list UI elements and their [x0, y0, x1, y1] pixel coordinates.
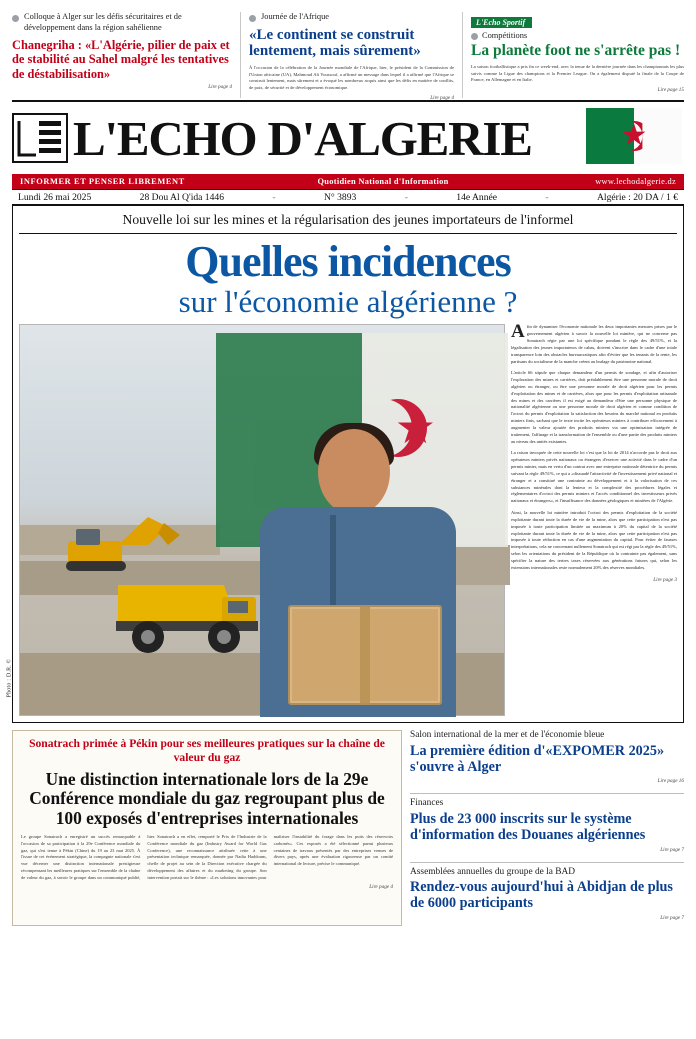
price: Algérie : 20 DA / 1 € [596, 191, 678, 203]
teaser-item-2[interactable] [240, 12, 462, 101]
list-item[interactable] [410, 730, 684, 789]
sonatrach-page-ref: Lire page 4 [369, 884, 393, 891]
teaser-3-headline[interactable]: La planète foot ne s'arrête pas ! [471, 42, 681, 59]
teaser-3-page-ref: Lire page 15 [657, 87, 684, 94]
divider [410, 862, 684, 863]
publication-year: 14e Année [456, 191, 498, 203]
dateline-sep-2: - [404, 191, 408, 203]
head-shape [318, 429, 390, 515]
masthead-name-part1: L'ECHO [73, 110, 257, 166]
list-item[interactable] [410, 798, 684, 857]
masthead [12, 100, 684, 174]
top-teaser-strip [12, 0, 684, 101]
slogan-text: INFORMER ET PENSER LIBREMENT [20, 177, 185, 186]
teaser-item-3-sport[interactable] [462, 12, 684, 98]
date-gregorian: Lundi 26 mai 2025 [18, 191, 92, 203]
logo-icon [12, 113, 68, 163]
bullet-icon [12, 15, 19, 22]
teaser-3-kicker: Compétitions [482, 30, 528, 40]
cardboard-box-icon [288, 605, 442, 705]
lead-paragraph-1: Afin de dynamiser l'économie nationale les deux importantes mesures prises par le gouvernement algérien à savoir la nouvelle loi minière, qui ne concerne pas Sonatrach régie par une loi spécifique pondant le règle des 49/51%, et la légalisation des jeunes importateurs de cabas, doivent s'inscrire dans le cadre d'une totale transparence loin des obstacles bureaucratiques afin d'éviter que les tenants de la rente, les partisans du socialisme de la manche créent au bralage du patrimoine national. [511, 321, 677, 364]
brief-1-page-ref: Lire page 16 [657, 778, 684, 785]
dateline-sep-3: - [545, 191, 549, 203]
dateline-bar [12, 189, 684, 206]
lead-body-row [6, 321, 677, 716]
sonatrach-article[interactable] [12, 730, 402, 925]
brief-1-headline[interactable]: La première édition d'«EXPOMER 2025» s'ouvre à Alger [410, 742, 665, 775]
brief-3-headline[interactable]: Rendez-vous aujourd'hui à Abidjan de plus de 6000 participants [410, 878, 673, 911]
teaser-1-kicker: Colloque à Alger sur les défis sécuritaires et de développement dans la région sahélienne [24, 12, 182, 32]
brief-2-headline[interactable]: Plus de 23 000 inscrits sur le système d'information des Douanes algériennes [410, 810, 646, 843]
slogan-bar [12, 174, 684, 189]
lead-overline: Nouvelle loi sur les mines et la régularisation des jeunes importateurs de l'informel [19, 210, 677, 234]
sport-section-tag: L'Echo Sportif [471, 17, 532, 28]
lead-headline-line2[interactable]: sur l'économie algérienne ? [178, 283, 518, 319]
lead-paragraph-3: La raison invoquée de cette nouvelle loi c'est que la loi de 2014 n'accorde pas le droit aux opérateurs miniers privés nationaux ou étrangers d'exercer une activité dans le cadre d'un permis minier, mais en vertu d'un contrat avec une entreprise nationale détentrice du permis suivant la règle 49/51%, ce qui a «dissuadé l'attractivité de l'investissement privé national et étranger et a constitué une contrainte au développement et à la valorisation de ces substances minérales dont la lenteur et la complexité des procédures légales et réglementaires d'octroi des permis miniers et l'accès conditionnel des investisseurs privés nationaux et étrangers», et l'insuffisance des données géologiques et minières de l'Algérie. [511, 450, 677, 504]
lead-photo [6, 324, 505, 716]
dateline-sep-1: - [272, 191, 276, 203]
lead-headline-line1[interactable]: Quelles incidences [185, 236, 511, 286]
website-url[interactable]: www.lechodalgerie.dz [595, 177, 676, 186]
brief-2-page-ref: Lire page 7 [660, 846, 684, 853]
algeria-flag-backdrop-icon: ★ [216, 333, 508, 547]
issue-number: N° 3893 [323, 191, 357, 203]
brief-1-kicker: Salon international de la mer et de l'économie bleue [410, 730, 605, 741]
divider [410, 793, 684, 794]
teaser-2-page-ref: Lire page 4 [430, 94, 454, 101]
sonatrach-body: Le groupe Sonatrach a enregistré un succès remarquable à l'occasion de sa participation à la 29e Conférence mondiale du gaz, qui s'est tenue à Pékin (Chine) du 19 au 23 mai 2025. À l'issue de cet événement stratégique, la compagnie nationale s'est vue décerner une distinction internationale prestigieuse récompensant les meilleures pratiques sur l'ensemble de la chaîne de valeur du gaz, à savoir le groupe dans un communiqué publié, hier. Sonatrach a en effet, remporté le Prix de l'Industrie de la Conférence mondiale du gaz (Industry Award for World Gas Conference), une reconnaissance attribuée cette à une présentation technique remarquée, donnée par Nadia Haddoum, chefle de projet au sein de la Direction exécutive chargée du développement des affaires et du marketing du groupe. Son intervention portait sur le thème : «Les solutions innovantes pour maîtriser l'instabilité du forage dans les puits des réservoirs carbonés». Ces exposés a été sélectionné parmi plusieurs centaines de travaux présentés par des entreprises venues de divers pays, après une évaluation rigoureuse par un comité international de lecture, précise le communiqué. [21, 834, 393, 880]
brief-3-kicker: Assemblées annuelles du groupe de la BAD [410, 866, 576, 877]
teaser-1-page-ref: Lire page 4 [208, 84, 232, 91]
algeria-flag-icon: ★ [586, 108, 682, 164]
person-with-package [234, 429, 484, 717]
page-title [73, 110, 532, 166]
teaser-item-1[interactable] [12, 12, 240, 98]
lead-story [6, 206, 684, 723]
teaser-1-headline[interactable]: Chanegriha : «L'Algérie, pilier de paix et de stabilité au Sahel malgré les tentatives de déstabilisation» [12, 38, 230, 81]
bullet-icon [471, 33, 478, 40]
lead-page-ref: Lire page 3 [653, 576, 677, 583]
brief-3-page-ref: Lire page 7 [660, 914, 684, 921]
photo-credit: Photo : D.R. © [6, 658, 13, 698]
sonatrach-headline[interactable]: Une distinction internationale lors de la 29e Conférence mondiale du gaz regroupant plus de 100 exposés d'entreprises internationales [29, 768, 385, 828]
teaser-2-body: À l'occasion de la célébration de la Journée mondiale de l'Afrique, hier, le président de la Commission de l'Union africaine (UA), Mahmoud Ali Youssouf, a affirmé un message dans lequel il a affirmé que l'Afrique se construit lentement, mais sûrement et a évoqué les nombreux acquis ainsi que les défis en matière de conflits, de paix, de sécurité et de développement économique. [249, 65, 454, 91]
publication-type: Quotidien National d'Information [317, 177, 449, 186]
list-item[interactable] [410, 867, 684, 926]
lead-article-text [511, 321, 677, 716]
teaser-3-kicker-row [471, 30, 684, 40]
lead-paragraph-4: Ainsi, la nouvelle loi minière introduit l'octroi des permis d'exploitation de la société exploitante durant toute la durée de vie de la mine, alors que cette participation n'est pas imposée à toute participation limitée au maximum à 20% du capital de la société exploitante durant toute la durée de vie de la mine, alors que cette participation n'est pas imposée à toute réduction en cas d'une augmentation du capital. Pour éviter de fausses interprétations, cela ne concernant nullement Sonatrach qui est régi par la règle des 49/51%, selon les orientations du président de la République où la contrainte pas également, sans spécifier la nature des tertres taxes réservées aux générations futures qui, selon les extensions internationales reste normalement 20% des réserves mondiales. [511, 510, 677, 570]
bullet-icon [249, 15, 256, 22]
teaser-1-kicker-row [12, 12, 232, 33]
teaser-2-headline[interactable]: «Le continent se construit lentement, mais sûrement» [249, 26, 421, 60]
masthead-name-part2: D'ALGERIE [267, 110, 532, 166]
brief-list [410, 730, 684, 925]
teaser-3-body: La saison footballistique a pris fin ce week-end, avec la tenue de la dernière journée dans les championnats les plus suivis comme la Ligue des champions et la Premier League. On a également disputé la finale de la Coupe de France, en Allemagne et en Italie. [471, 64, 684, 83]
sonatrach-kicker: Sonatrach primée à Pékin pour ses meilleures pratiques sur la chaîne de valeur du gaz [29, 737, 385, 765]
teaser-2-kicker-row [249, 12, 454, 23]
lead-paragraph-2: L'article 66 stipule que chaque demandeur d'un permis de sondage, et afin d'autoriser l'exploration des mines et carrières, doit préalablement être une personne morale de droit algérien ou étranger, ou être une personne morale de droit algérien pour les permis d'exploitation des mines et de carrières, alors que pour les permis d'exploitation artisanale des mines et des carrières il est exigé au demandeur d'être une personne physique de nationalité algérienne ou une personne morale de droit algérien et comme condition de l'octroi du permis d'exploitation la satisfaction des besoins du marché national en produits miniers finis, sachant que le texte incite les opérateurs miniers à contribuer efficacement à augmenter la valeur ajoutée des produits miniers via une optimisation intégrée de traitement, l'affinage et la transformation de l'ensemble ou d'une partie des produits miniers au niveau des unités existantes. [511, 370, 677, 444]
brief-2-kicker: Finances [410, 798, 444, 809]
date-hijri: 28 Dou Al Q'ida 1446 [139, 191, 224, 203]
teaser-2-kicker: Journée de l'Afrique [261, 12, 330, 21]
excavator-icon [64, 501, 184, 575]
bottom-section [12, 730, 684, 925]
